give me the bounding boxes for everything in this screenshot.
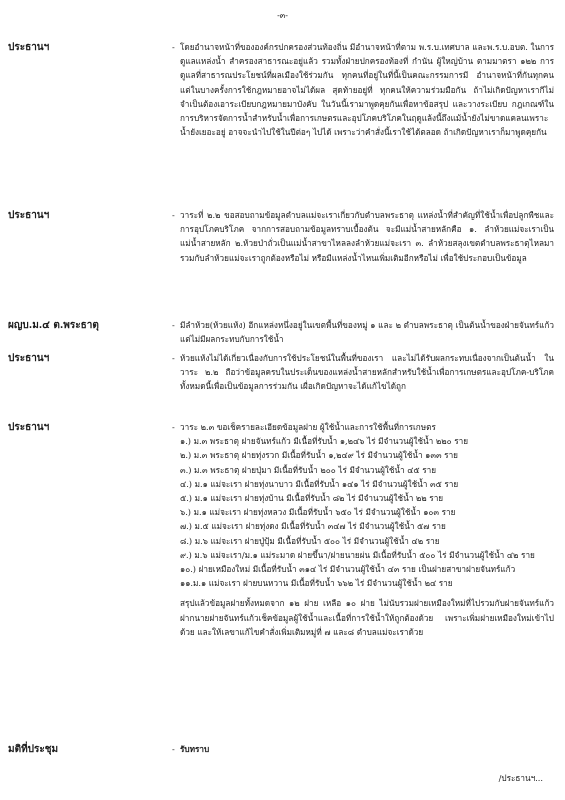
speaker-label: ประธานฯ [8, 353, 50, 364]
section-body [180, 351, 554, 394]
section-text: โดยอำนาจหน้าที่ขององค์กรปกครองส่วนท้องถิ่น มีอำนาจหน้าที่ตาม พ.ร.บ.เทศบาล และพ.ร.บ.อบต. ในการดูแลแหล่งน้ำ สำครองสาธารณะอยู่แล้ว รวมทั้งฝ่ายปกครองท้องที่ กำนัน ผู้ใหญ่บ้าน ตามมาตรา ๑๒๒ การดูแลที่สาธารณประโยชน์ที่ผลเมืองใช้ร่วมกัน ทุกคนที่อยู่ในที่นี้เป็นคณะกรรมการมี อำนาจหน้าที่กันทุกคน แต่ในบางครั้งการใช้กฎหมายอาจไม่ได้ผล สุดท้ายอยู่ที่ ทุกคนให้ความร่วมมือกัน ถ้าไม่เกิดปัญหาเรากีไม่จำเป็นต้องเอาระเบียบกฎหมายมาบังคับ ในวันนี้เรามาพูดคุยกันเพื่อหาข้อสรุป และวางระเบียบ กฎเกณฑ์ในการบริหารจัดการน้ำสำหรับน้ำเพื่อการเกษตรและอุปโภคบริโภคในฤดูแล้งนี้ถึงแม้น้ำยังไม่ขาดแคลนเพราะน้ำยังเยอะอยู่ อาจจะนำไปใช้ในปีต่อๆ ไปได้ เพราะว่าคำสั่งนี้เราใช้ได้ตลอด ถ้าเกิดปัญหาเราก็มาพูดคุยกัน [180, 42, 554, 138]
list-item: ๕.) ม.๑ แม่จะเรา ฝายทุ่งบ้าน มีเนื้อที่รับน้ำ ๘๒ ไร่ มีจำนวนผู้ใช้น้ำ ๒๒ ราย [180, 493, 444, 504]
dash-marker: - [172, 42, 175, 52]
list-item: ๔.) ม.๑ แม่จะเรา ฝายทุ่งนาบาว มีเนื้อที่รับน้ำ ๑๔๑ ไร่ มีจำนวนผู้ใช้น้ำ ๓๕ ราย [180, 478, 459, 489]
list-item: ๑.) ม.๓ พระธาตุ ฝายจันทร์แก้ว มีเนื้อที่รับน้ำ ๑,๒๔๖ ไร่ มีจำนวนผู้ใช้น้ำ ๒๒๐ ราย [180, 436, 469, 447]
section-body [180, 40, 554, 139]
speaker-label: ประธานฯ [8, 210, 50, 221]
list-item: ๒.) ม.๓ พระธาตุ ฝายทุ่งรวก มีเนื้อที่รับน้ำ ๑,๒๔๙ ไร่ มีจำนวนผู้ใช้น้ำ ๑๓๓ ราย [180, 450, 458, 461]
dash-marker: - [172, 744, 175, 754]
list-item: ๓.) ม.๓ พระธาตุ ฝายปุ่มา มีเนื้อที่รับน้ำ ๒๐๐ ไร่ มีจำนวนผู้ใช้น้ำ ๔๕ ราย [180, 464, 437, 475]
resolution-text: รับทราบ [180, 744, 210, 754]
page-number: -๓- [277, 11, 288, 20]
dash-marker: - [172, 353, 175, 363]
section-body [180, 318, 554, 346]
list-item: ๙.) ม.๖ แม่จะเรา/ม.๑ แม่ระมาด ฝายขึ้นา/ฝายนายผ่น มีเนื้อที่รับน้ำ ๕๐๐ ไร่ มีจำนวนผู้ใช้น้ำ ๔๒ ราย [180, 549, 535, 560]
continuation-footer: /ประธานฯ... [498, 773, 543, 783]
section-text: วาระที่ ๒.๒ ขอสอบถามข้อมูลตำบลแม่จะเราเกี่ยวกับตำบลพระธาตุ แหล่งน้ำที่สำคัญที่ใช้น้ำเพื่อปลูกพืชและการอุปโภคบริโภค จากการสอบถามข้อมูลทราบเบื้องต้น จะมีแม่น้ำสายหลักคือ ๑. ลำห้วยแม่จะเราเป็นแม่น้ำสายหลัก ๒.ห้วยป่าถั่วเป็นแม่น้ำสาขาไหลลงลำห้วยแม่จะเรา ๓. ลำห้วยสลุงเขตตำบลพระธาตุไหลมารวมกับลำห้วยแม่จะเราถูกต้องหรือไม่ หรือมีแหล่งน้ำไหนเพิ่มเติมอีกหรือไม่ เพื่อใช้ประกอบเป็นข้อมูล [180, 210, 554, 263]
speaker-label: ประธานฯ [8, 42, 50, 53]
section-body [180, 208, 554, 265]
list-item: ๑๐.) ฝายเหมืองใหม่ มีเนื้อที่รับน้ำ ๓๑๔ ไร่ มีจำนวนผู้ใช้น้ำ ๔๓ ราย เป็นฝายสาขาฝายจันทร์แก้ว [180, 564, 516, 575]
list-item: ๖.) ม.๑ แม่จะเรา ฝายทุ่งหลวง มีเนื้อที่รับน้ำ ๖๕๐ ไร่ มีจำนวนผู้ใช้น้ำ ๑๐๓ ราย [180, 507, 456, 518]
dash-marker: - [172, 422, 175, 432]
speaker-label: ผญบ.ม.๔ ต.พระธาตุ [8, 320, 99, 331]
section-body [180, 420, 554, 639]
dash-marker: - [172, 320, 175, 330]
dash-marker: - [172, 210, 175, 220]
section-body [180, 742, 554, 756]
section-text: ห้วยแห้งไม่ได้เกี่ยวเนื่องกับการใช้ประโยชน์ในพื้นที่ของเรา และไม่ได้รับผลกระทบเนื่องจากเป็นต้นน้ำ ในวาระ ๒.๒ ถือว่าข้อมูลครบในประเด็นของแหล่งน้ำสายหลักสำหรับใช้น้ำเพื่อการเกษตรและอุปโภค-บริโภค ทั้งหมดนี้เพื่อเป็นข้อมูลการร่วมกัน เผื่อเกิดปัญหาจะได้แก้ไขได้ถูก [180, 353, 554, 392]
list-item: ๑๑.ม.๑ แม่จะเรา ฝายบนหวาน มีเนื้อที่รับน้ำ ๖๖๒ ไร่ มีจำนวนผู้ใช้น้ำ ๒๔ ราย [180, 578, 453, 589]
summary-text: สรุปแล้วข้อมูลฝายทั้งหมดจาก ๑๒ ฝาย เหลือ ๑๐ ฝาย ไม่นับรวมฝายเหมืองใหม่ที่ไปรวมกับฝายจันทร์แก้ว ฝากนายฝายจันทร์แก้วเช็คข้อมูลผู้ใช้น้ำและเนื้อที่การใช้น้ำให้ถูกต้องด้วย เพราะเพิ่มฝายเหมืองใหม่เข้าไปด้วย และให้เลขาแก้ไขคำสั่งเพิ่มเติมหมู่ที่ ๗ และ๘ ตำบลแม่จะเราด้วย [180, 598, 554, 637]
section-text: มีลำห้วย(ห้วยแห้ง) อีกแหล่งหนึ่งอยู่ในเขตพื้นที่ของหมู่ ๑ และ ๒ ตำบลพระธาตุ เป็นต้นน้ำของฝ่ายจันทร์แก้ว แต่ไม่มีผลกระทบกับการใช้น้ำ [180, 320, 554, 345]
speaker-label: ประธานฯ [8, 422, 50, 433]
resolution-label: มติที่ประชุม [8, 744, 59, 755]
list-item: ๗.) ม.๕ แม่จะเรา ฝายทุ่งดง มีเนื้อที่รับน้ำ ๓๔๗ ไร่ มีจำนวนผู้ใช้น้ำ ๕๗ ราย [180, 521, 446, 532]
weir-list [180, 434, 554, 590]
list-item: ๘.) ม.๖ แม่จะเรา ฝายปู่ปุ้ม มีเนื้อที่รับน้ำ ๕๐๐ ไร่ มีจำนวนผู้ใช้น้ำ ๔๒ ราย [180, 535, 440, 546]
section-text: วาระ ๒.๓ ขอเช็ครายละเอียดข้อมูลฝาย ผู้ใช้น้ำและการใช้พื้นที่การเกษตร [180, 422, 436, 432]
